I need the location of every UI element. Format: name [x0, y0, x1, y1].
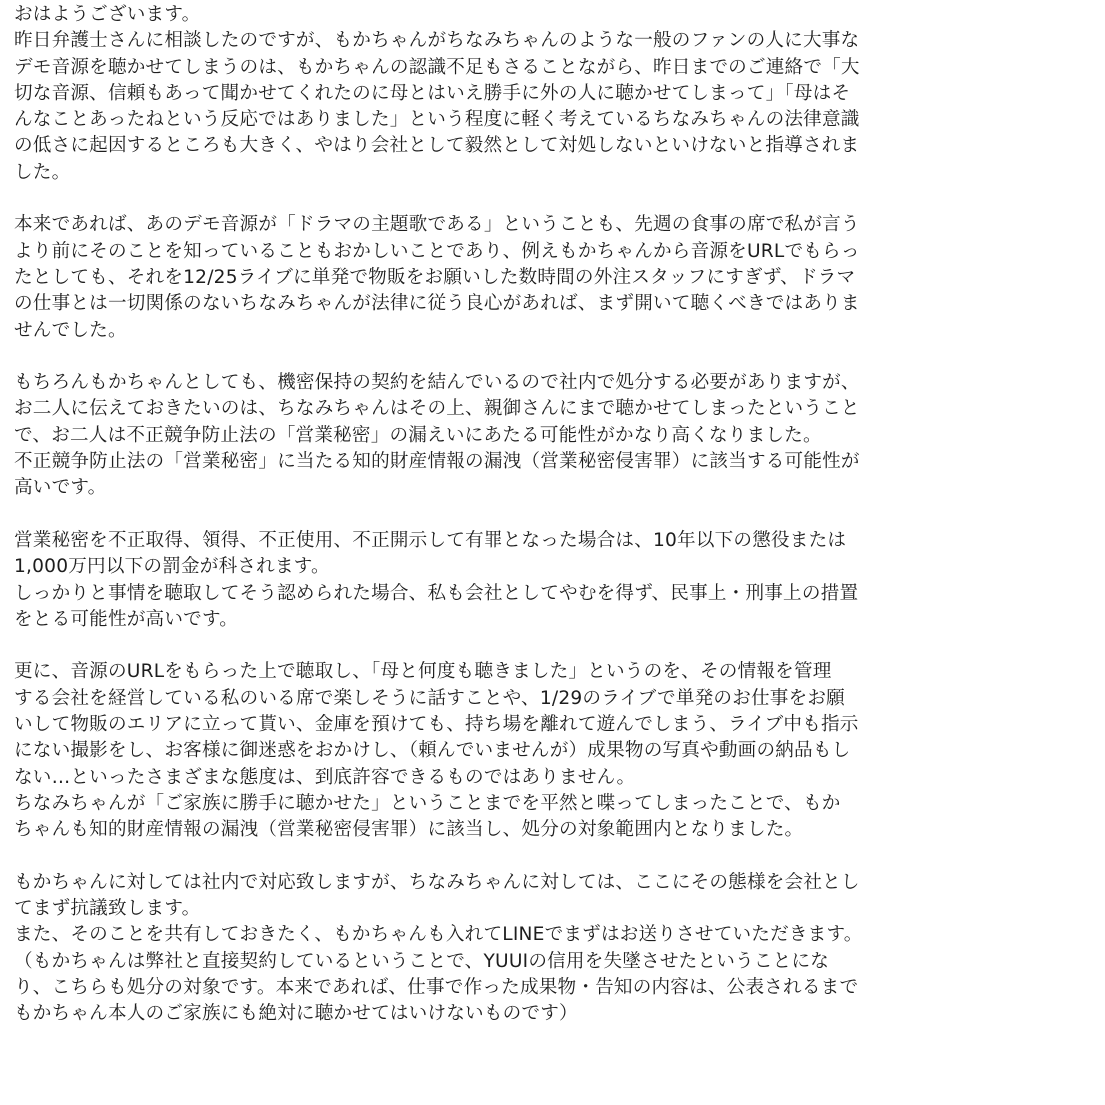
text-line: もちろんもかちゃんとしても、機密保持の契約を結んでいるので社内で処分する必要がありますが、 [14, 372, 860, 394]
text-line: の低さに起因するところも大きく、やはり会社として毅然として対処しないといけないと指導されま [14, 135, 860, 157]
text-line: 本来であれば、あのデモ音源が「ドラマの主題歌である」ということも、先週の食事の席で私が言う [14, 214, 860, 236]
paragraph-legal-risk [14, 370, 1094, 501]
paragraph-spacer [14, 502, 1094, 528]
text-line: もかちゃんに対しては社内で対応致しますが、ちなみちゃんに対しては、ここにその態様を会社とし [14, 871, 860, 893]
text-line: した。 [14, 161, 71, 183]
text-line: いして物販のエリアに立って貰い、金庫を預けても、持ち場を離れて遊んでしまう、ライブ中も指示 [14, 714, 859, 736]
text-line: 不正競争防止法の「営業秘密」に当たる知的財産情報の漏洩（営業秘密侵害罪）に該当する可能性が [14, 451, 860, 473]
paragraph-spacer [14, 844, 1094, 870]
text-line: する会社を経営している私のいる席で楽しそうに話すことや、1/29のライブで単発のお仕事をお願 [14, 687, 845, 709]
message-body [14, 2, 1094, 1028]
text-line: 切な音源、信頼もあって聞かせてくれたのに母とはいえ勝手に外の人に聴かせてしまって」「母はそ [14, 82, 851, 104]
paragraph-spacer [14, 344, 1094, 370]
text-line: にない撮影をし、お客様に御迷惑をおかけし、（頼んでいませんが）成果物の写真や動画の納品もし [14, 740, 851, 762]
text-line: んなことあったねという反応ではありました」という程度に軽く考えているちなみちゃんの法律意識 [14, 109, 860, 131]
paragraph-spacer [14, 186, 1094, 212]
text-line: 1,000万円以下の罰金が科されます。 [14, 556, 330, 578]
text-line: ちなみちゃんが「ご家族に勝手に聴かせた」ということまでを平然と喋ってしまったことで、もか [14, 792, 841, 814]
paragraph-spacer [14, 633, 1094, 659]
text-line: の仕事とは一切関係のないちなみちゃんが法律に従う良心があれば、まず開いて聴くべきではありま [14, 293, 860, 315]
paragraph-greeting [14, 2, 1094, 186]
text-line: てまず抗議致します。 [14, 898, 201, 920]
text-line: 更に、音源のURLをもらった上で聴取し、「母と何度も聴きました」というのを、その情報を管理 [14, 661, 832, 683]
text-line: お二人に伝えておきたいのは、ちなみちゃんはその上、親御さんにまで聴かせてしまったということ [14, 398, 860, 420]
text-line: おはようございます。 [14, 4, 201, 25]
text-line: ちゃんも知的財産情報の漏洩（営業秘密侵害罪）に該当し、処分の対象範囲内となりました。 [14, 819, 804, 841]
text-line: ない…といったさまざまな態度は、到底許容できるものではありません。 [14, 766, 636, 788]
text-line: （もかちゃんは弊社と直接契約しているということで、YUUIの信用を失墜させたということにな [14, 950, 830, 972]
text-line: をとる可能性が高いです。 [14, 608, 239, 630]
text-line: デモ音源を聴かせてしまうのは、もかちゃんの認識不足もさることながら、昨日までのご連絡で「大 [14, 56, 860, 78]
text-line: せんでした。 [14, 319, 127, 341]
paragraph-background [14, 212, 1094, 343]
text-line: もかちゃん本人のご家族にも絶対に聴かせてはいけないものです） [14, 1003, 578, 1025]
text-line: り、こちらも処分の対象です。本来であれば、仕事で作った成果物・告知の内容は、公表されるまで [14, 976, 859, 998]
paragraph-conduct [14, 659, 1094, 843]
text-line: たとしても、それを12/25ライブに単発で物販をお願いした数時間の外注スタッフにすぎず、ドラマ [14, 266, 856, 288]
text-line: 営業秘密を不正取得、領得、不正使用、不正開示して有罪となった場合は、10年以下の懲役または [14, 529, 847, 551]
text-line: より前にそのことを知っていることもおかしいことであり、例えもかちゃんから音源をURLでもらっ [14, 240, 860, 262]
text-line: しっかりと事情を聴取してそう認められた場合、私も会社としてやむを得ず、民事上・刑事上の措置 [14, 582, 859, 604]
paragraph-penalty [14, 528, 1094, 633]
text-line: で、お二人は不正競争防止法の「営業秘密」の漏えいにあたる可能性がかなり高くなりました。 [14, 424, 822, 446]
text-line: 高いです。 [14, 477, 107, 499]
text-line: 昨日弁護士さんに相談したのですが、もかちゃんがちなみちゃんのような一般のファンの人に大事な [14, 30, 860, 52]
text-line: また、そのことを共有しておきたく、もかちゃんも入れてLINEでまずはお送りさせていただきます。 [14, 924, 863, 946]
paragraph-closing [14, 870, 1094, 1028]
